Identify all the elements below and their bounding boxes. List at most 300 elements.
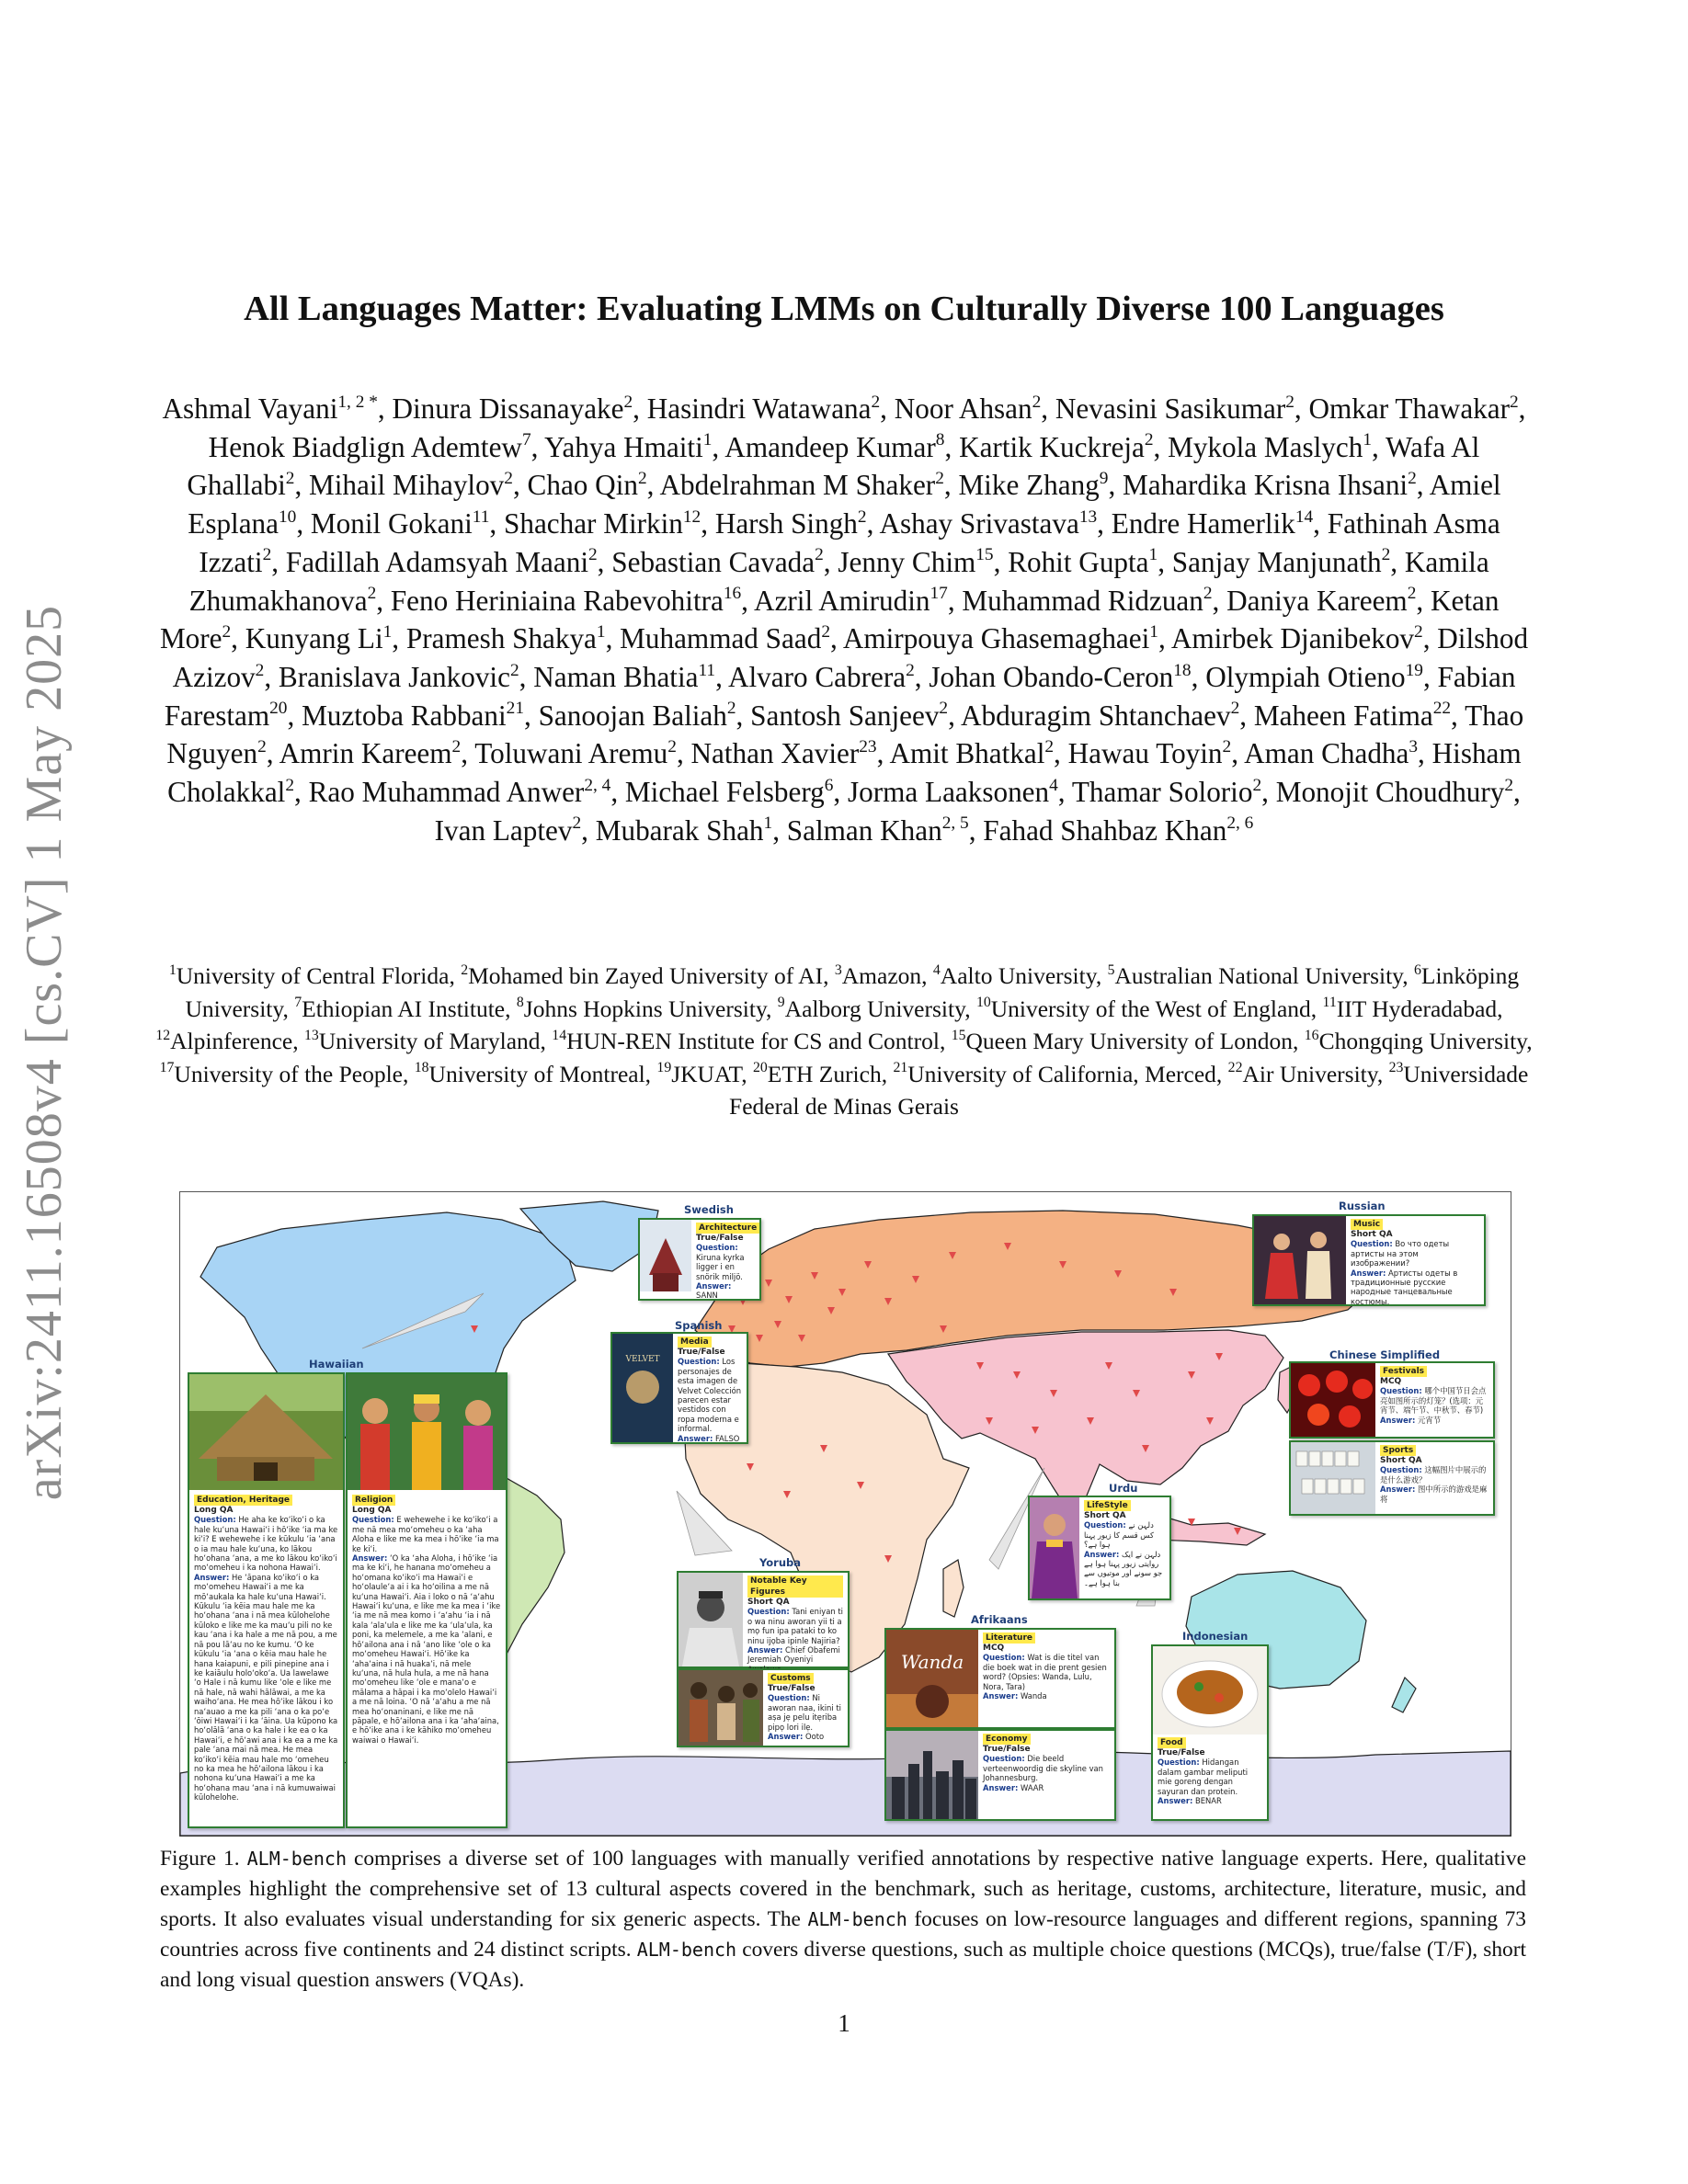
author-name: Maheen Fatima	[1253, 699, 1433, 732]
affiliation-entry	[294, 995, 505, 1022]
author-affiliation-marker: 20	[269, 699, 288, 719]
affiliation-number: 9	[777, 995, 785, 1011]
photo-fried-noodles	[1153, 1646, 1267, 1735]
lang-label-afrikaans: Afrikaans	[971, 1613, 1028, 1626]
affiliation-name: Mohamed bin Zayed University of AI	[468, 962, 824, 989]
author-entry	[1205, 661, 1423, 693]
author-entry	[1254, 700, 1451, 732]
affiliation-name: University of Montreal	[428, 1060, 645, 1087]
author-affiliation-marker: 16	[723, 584, 742, 604]
answer-label: Answer:	[1351, 1268, 1386, 1278]
author-entry	[311, 507, 489, 540]
author-affiliation-marker: 2	[1381, 545, 1391, 565]
affiliation-number: 5	[1107, 961, 1115, 978]
caption-text-3: covers diverse questions, such as multiple choice questions (MCQs), true/false (T/F), short and long visual question answers (VQAs).	[160, 1938, 1527, 1992]
affiliation-name: University of the West of England	[990, 995, 1311, 1022]
author-affiliation-marker: 8	[935, 430, 945, 450]
author-name: Ivan Laptev	[434, 813, 573, 847]
photo-red-lanterns	[1291, 1363, 1375, 1437]
qa-card-chinese-sports	[1289, 1440, 1495, 1516]
qa-card-urdu-lifestyle	[1028, 1496, 1171, 1600]
affiliation-name: University of Central Florida	[176, 962, 450, 989]
affiliation-number: 7	[294, 995, 302, 1011]
qa-card-russian-music	[1252, 1214, 1486, 1306]
author-entry	[750, 700, 948, 732]
affiliation-number: 8	[516, 995, 524, 1011]
caption-benchmark-name: ALM-bench	[636, 1939, 737, 1961]
author-name: Dinura Dissanayake	[392, 392, 624, 425]
author-affiliation-marker: 1	[1363, 430, 1372, 450]
photo-thatched-hut	[189, 1374, 343, 1490]
affiliation-name: Universidade Federal de Minas Gerais	[729, 1060, 1529, 1120]
caption-benchmark-name: ALM-bench	[246, 1848, 347, 1870]
affiliation-number: 11	[1322, 995, 1337, 1011]
page-number: 1	[838, 2009, 850, 2037]
author-affiliation-marker: 4	[1049, 775, 1058, 795]
author-entry	[406, 622, 606, 654]
author-name: Santosh Sanjeev	[750, 699, 940, 732]
author-entry	[959, 431, 1153, 463]
affiliation-number: 2	[461, 961, 469, 978]
affiliation-name: Queen Mary University of London	[965, 1028, 1294, 1054]
card-answer: SANN	[696, 1291, 718, 1301]
author-name: Kartik Kuckreja	[959, 430, 1145, 463]
affiliation-entry	[160, 1061, 403, 1087]
author-affiliation-marker: 11	[698, 660, 716, 680]
card-question: 这幅图片中展示的是什么游戏？	[1380, 1465, 1487, 1484]
author-entry	[309, 776, 611, 808]
author-name: Monil Gokani	[310, 507, 473, 540]
question-label: Question:	[1084, 1520, 1126, 1530]
card-answer: 元宵节	[1418, 1415, 1442, 1425]
author-name: Nathan Xavier	[690, 737, 860, 770]
question-label: Question:	[1380, 1386, 1422, 1396]
author-entry	[539, 700, 736, 732]
qa-card-afrikaans-literature	[884, 1628, 1116, 1729]
author-entry	[1168, 431, 1372, 463]
author-name: Mahardika Krisna Ihsani	[1123, 469, 1409, 502]
author-name: Aman Chadha	[1244, 737, 1409, 770]
author-entry	[392, 392, 633, 425]
author-name: Mykola Maslych	[1168, 430, 1363, 463]
author-name: Sanjay Manjunath	[1171, 545, 1382, 578]
author-entry	[1008, 546, 1158, 578]
author-name: Ashay Srivastava	[879, 507, 1079, 540]
author-entry	[889, 737, 1054, 769]
affiliation-entry	[1108, 962, 1403, 989]
author-name: Amiel Esplana	[188, 469, 1501, 540]
author-entry	[620, 622, 830, 654]
card-answer: Ooto	[805, 1732, 825, 1742]
author-entry	[625, 776, 834, 808]
qa-card-indonesian-food	[1151, 1644, 1269, 1821]
photo-folk-dancers	[1254, 1216, 1346, 1304]
lang-label-urdu: Urdu	[1109, 1482, 1138, 1495]
author-name: Omkar Thawakar	[1308, 392, 1510, 425]
author-name: Jorma Laaksonen	[848, 776, 1050, 809]
question-label: Question:	[194, 1515, 236, 1525]
affiliation-entry	[893, 1061, 1215, 1087]
card-question: دلہن نے کس قسم کا زیور پہنا ہوا ہے؟	[1084, 1520, 1154, 1550]
affiliation-list: $^1$University of Central Florida, $^2$Mohamed bin Zayed University of AI, $^3$Amazon, $^4$Aalto University, $^5$Australian National University, $^6$Linköping University, $^7$Ethiopian AI Institute, $^8$Johns Hopkins University, $^9$Aalborg University, $^{10}$University of the West of England, $^{11}$IIT Hyderadabad, $^{12}$Alpinference, $^{13}$University of Maryland, $^{14}$HUN-REN Institute for CS and Control, $^{15}$Queen Mary University of London, $^{16}$Chongqing University, $^{17}$University of the People, $^{18}$University of Montreal, $^{19}$JKUAT, $^{20}$ETH Zurich, $^{21}$University of California, Merced, $^{22}$Air University, $^{23}$Universidade Federal de Minas Gerais	[155, 961, 1533, 1120]
author-affiliation-marker: 2	[1203, 584, 1213, 604]
author-affiliation-marker: 13	[1078, 506, 1098, 527]
author-name: Wafa Al Ghallabi	[187, 430, 1480, 502]
photo-velvet-poster	[612, 1334, 673, 1442]
author-name: Muztoba Rabbani	[302, 699, 507, 732]
photo-book-cover	[886, 1630, 978, 1727]
caption-prefix: Figure 1.	[160, 1847, 240, 1871]
affiliation-number: 6	[1414, 961, 1421, 978]
author-affiliation-marker: 1	[702, 430, 713, 450]
question-label: Question:	[747, 1607, 790, 1617]
author-entry	[279, 661, 519, 693]
author-affiliation-marker: 2	[1414, 621, 1423, 642]
affiliation-name: Chongqing University	[1318, 1028, 1527, 1054]
author-affiliation-marker: 2	[637, 469, 647, 489]
author-entry	[474, 737, 677, 769]
card-tag: Literature	[983, 1632, 1035, 1644]
author-entry	[309, 469, 513, 501]
author-entry	[724, 431, 944, 463]
figure-world-map	[179, 1191, 1511, 1837]
affiliation-entry	[517, 995, 766, 1022]
affiliation-entry	[415, 1061, 645, 1087]
author-entry	[533, 661, 715, 693]
affiliation-entry	[753, 1061, 882, 1087]
card-question: 哪个中国节日会点亮如图所示的灯笼？(选项：元宵节、端午节、中秋节、春节)	[1380, 1386, 1487, 1416]
author-entry	[1244, 737, 1418, 769]
book-cover-title: Wanda	[900, 1651, 964, 1673]
answer-label: Answer:	[678, 1433, 713, 1443]
author-entry	[611, 546, 824, 578]
question-label: Question:	[983, 1754, 1025, 1764]
card-question-type: True/False	[678, 1348, 725, 1357]
card-question-type: Long QA	[352, 1506, 392, 1515]
author-entry	[596, 814, 772, 847]
author-entry	[660, 469, 944, 501]
affiliation-entry	[976, 995, 1311, 1022]
affiliation-number: 17	[159, 1060, 175, 1076]
answer-label: Answer:	[1380, 1415, 1416, 1425]
author-affiliation-marker: 1	[382, 621, 393, 642]
answer-label: Answer:	[983, 1691, 1019, 1701]
author-name: Jenny Chim	[838, 545, 976, 578]
velvet-poster-text: VELVET	[625, 1355, 660, 1364]
author-entry	[958, 469, 1108, 501]
affiliation-number: 12	[155, 1027, 171, 1043]
card-question-type: Short QA	[1351, 1230, 1393, 1239]
answer-label: Answer:	[352, 1553, 388, 1564]
card-tag: Education, Heritage	[194, 1495, 292, 1506]
affiliation-number: 3	[834, 961, 842, 978]
affiliation-name: Linköping University	[185, 962, 1520, 1022]
author-affiliation-marker: 23	[859, 736, 877, 756]
arxiv-identifier-stamp: arXiv:2411.16508v4 [cs.CV] 1 May 2025	[16, 604, 73, 1501]
author-affiliation-marker: 2	[367, 584, 377, 604]
author-entry	[279, 737, 462, 769]
author-affiliation-marker: 2	[1504, 775, 1514, 795]
affiliation-number: 20	[753, 1060, 768, 1076]
author-affiliation-marker: 2	[1032, 392, 1042, 412]
caption-benchmark-name: ALM-bench	[807, 1908, 907, 1930]
answer-label: Answer:	[1158, 1796, 1193, 1806]
affiliation-number: 21	[893, 1060, 908, 1076]
author-name: Pramesh Shakya	[405, 622, 597, 655]
affiliation-entry	[155, 1028, 292, 1054]
card-tag: Economy	[983, 1734, 1031, 1745]
author-entry	[895, 392, 1042, 425]
author-entry	[544, 431, 712, 463]
question-label: Question:	[1380, 1465, 1422, 1475]
author-entry	[843, 622, 1158, 654]
affiliation-entry	[656, 1061, 741, 1087]
card-question-type: Long QA	[194, 1506, 234, 1515]
card-answer: 图中所示的游戏是麻将	[1380, 1484, 1488, 1504]
caption-text-1: comprises a diverse set of 100 languages with manually verified annotations by respective native language experts. Here, qualitative examples highlight the comprehensive set of 13 cultural aspects covered in the benchmark, such as heritage, customs, architecture, literature, music, and sports. It also evaluates visual understanding for six generic aspects. The	[160, 1847, 1526, 1931]
question-label: Question:	[1158, 1757, 1200, 1768]
author-name: Muhammad Ridzuan	[962, 584, 1203, 617]
card-question-type: True/False	[696, 1234, 744, 1243]
author-entry	[983, 814, 1253, 847]
affiliation-number: 19	[656, 1060, 672, 1076]
affiliation-name: HUN-REN Institute for CS and Control	[566, 1028, 940, 1054]
affiliation-name: Alpinference	[170, 1028, 293, 1054]
author-name: Toluwani Aremu	[474, 737, 668, 770]
author-affiliation-marker: 2	[255, 660, 265, 680]
author-entry	[929, 661, 1191, 693]
author-name: Amrin Kareem	[279, 737, 452, 770]
affiliation-name: ETH Zurich	[767, 1060, 882, 1087]
affiliation-name: JKUAT	[671, 1060, 742, 1087]
card-tag: Customs	[768, 1673, 814, 1684]
card-question: E wehewehe i ke koʻikoʻi a me nā mea moʻomeheu o ka ʻaha Aloha e like me ka mea i hōʻike ʻia ma ke kiʻi.	[352, 1515, 499, 1553]
author-affiliation-marker: 19	[1405, 660, 1423, 680]
qa-card-yoruba-customs	[677, 1668, 850, 1747]
author-affiliation-marker: 22	[1432, 699, 1452, 719]
card-answer: He ʻāpana koʻikoʻi o ka moʻomeheu Hawaiʻi a me ka mōʻaukala ka hale kuʻuna Hawaiʻi. Kūkulu ʻia kēia mau hale me ka hoʻohana ʻana i nā mea kūlohelohe kūloko e like me ka mauʻu pili no ke kau ʻana i ka hale a me nā pou, a me nā pou lāʻau no ke kumu. ʻO ke kūkulu ʻia ʻana o kēia mau hale he hana kaiapuni, e pili pinepine ana i ke kaiāulu holoʻokoʻa. Ua lawelawe ʻo Hale i nā kumu like ʻole e like me nā hale, nā wahi hālāwai, a me ka waihoʻana. He mea hōʻike lākou i ko naʻauao a me ka pili ʻana o ka poʻe ʻōiwi Hawaiʻi i ka ʻāina. Ua kūpono ka hoʻolālā ʻana o ka hale i ke ea o ka Hawaiʻi, e hōʻawi ana i ka ea a me ka pale ʻana mai nā mea. He mea koʻikoʻi kēia mau hale mo ʻomeheu no ka mea he hōʻailona lākou i ka nohona kuʻuna Hawaiʻi a me ka hoʻohana mau ʻana i nā kumuwaiwai kūlohelohe.	[194, 1572, 338, 1803]
author-affiliation-marker: 2	[871, 392, 881, 412]
photo-mahjong-tiles	[1291, 1442, 1375, 1514]
author-name: Thamar Solorio	[1071, 776, 1253, 809]
card-question-type: MCQ	[1380, 1377, 1402, 1386]
author-name: Sebastian Cavada	[611, 545, 815, 578]
card-question-type: True/False	[1158, 1748, 1205, 1757]
author-name: Amirbek Djanibekov	[1170, 622, 1415, 655]
card-tag: Architecture	[696, 1223, 759, 1234]
affiliation-entry	[1323, 995, 1498, 1022]
card-tag: Religion	[352, 1495, 395, 1506]
card-answer: Wanda	[1021, 1691, 1047, 1701]
photo-portrait-bw	[679, 1573, 743, 1666]
author-affiliation-marker: 9	[1099, 469, 1109, 489]
author-affiliation-marker: 2	[222, 621, 232, 642]
card-question: Во что одеты артисты на этом изображении?	[1351, 1239, 1450, 1268]
author-list: Ashmal Vayani$^{1, 2 *}$, Dinura Dissanayake$^2$, Hasindri Watawana$^2$, Noor Ahsan$^2$, Nevasini Sasikumar$^2$, Omkar Thawakar$^2$, Henok Biadglign Ademtew$^7$, Yahya Hmaiti$^1$, Amandeep Kumar$^8$, Kartik Kuckreja$^2$, Mykola Maslych$^1$, Wafa Al Ghallabi$^2$, Mihail Mihaylov$^2$, Chao Qin$^2$, Abdelrahman M Shaker$^2$, Mike Zhang$^9$, Mahardika Krisna Ihsani$^2$, Amiel Esplana$^{10}$, Monil Gokani$^{11}$, Shachar Mirkin$^{12}$, Harsh Singh$^2$, Ashay Srivastava$^{13}$, Endre Hamerlik$^{14}$, Fathinah Asma Izzati$^2$, Fadillah Adamsyah Maani$^2$, Sebastian Cavada$^2$, Jenny Chim$^{15}$, Rohit Gupta$^1$, Sanjay Manjunath$^2$, Kamila Zhumakhanova$^2$, Feno Heriniaina Rabevohitra$^{16}$, Azril Amirudin$^{17}$, Muhammad Ridzuan$^2$, Daniya Kareem$^2$, Ketan More$^2$, Kunyang Li$^1$, Pramesh Shakya$^1$, Muhammad Saad$^2$, Amirpouya Ghasemaghaei$^1$, Amirbek Djanibekov$^2$, Dilshod Azizov$^2$, Branislava Jankovic$^2$, Naman Bhatia$^{11}$, Alvaro Cabrera$^2$, Johan Obando-Ceron$^{18}$, Olympiah Otieno$^{19}$, Fabian Farestam$^{20}$, Muztoba Rabbani$^{21}$, Sanoojan Baliah$^2$, Santosh Sanjeev$^2$, Abduragim Shtanchaev$^2$, Maheen Fatima$^{22}$, Thao Nguyen$^2$, Amrin Kareem$^2$, Toluwani Aremu$^2$, Nathan Xavier$^{23}$, Amit Bhatkal$^2$, Hawau Toyin$^2$, Aman Chadha$^3$, Hisham Cholakkal$^2$, Rao Muhammad Anwer$^{2, 4}$, Michael Felsberg$^6$, Jorma Laaksonen$^4$, Thamar Solorio$^2$, Monojit Choudhury$^2$, Ivan Laptev$^2$, Mubarak Shah$^1$, Salman Khan$^{2, 5}$, Fahad Shahbaz Khan$^{2, 6}$	[159, 392, 1529, 847]
author-entry	[1171, 622, 1423, 654]
author-affiliation-marker: 1	[1148, 545, 1158, 565]
affiliation-number: 4	[932, 961, 941, 978]
author-affiliation-marker: 2	[667, 736, 677, 756]
affiliation-entry	[1228, 1061, 1377, 1087]
affiliation-number: 18	[414, 1060, 429, 1076]
author-name: Noor Ahsan	[894, 392, 1032, 425]
figure-caption	[160, 1844, 1526, 1996]
affiliation-name: Johns Hopkins University	[523, 995, 767, 1022]
author-entry	[715, 507, 867, 540]
author-entry	[1226, 585, 1416, 617]
author-entry	[286, 546, 598, 578]
author-name: Fadillah Adamsyah Maani	[285, 545, 588, 578]
author-entry	[754, 585, 948, 617]
affiliation-number: 1	[168, 961, 177, 978]
photo-church-in-snow	[640, 1220, 691, 1299]
author-entry	[1308, 392, 1518, 425]
card-question: Wat is die titel van die boek wat in die prent gesien word? (Opsies: Wanda, Lulu, Nora, Tara)	[983, 1653, 1107, 1691]
affiliation-number: 13	[303, 1027, 319, 1043]
affiliation-entry	[169, 962, 450, 989]
card-answer: دلہن نے ایک روایتی زیور پہنا ہوا ہے جو سونے اور موتیوں سے بنا ہوا ہے۔	[1084, 1549, 1163, 1587]
answer-label: Answer:	[983, 1782, 1019, 1792]
author-affiliation-marker: 2	[726, 699, 736, 719]
author-affiliation-marker: 1	[1149, 621, 1158, 642]
affiliation-name: Aalto University	[940, 962, 1096, 989]
author-name: Henok Biadglign Ademtew	[208, 430, 522, 463]
madagascar-region	[943, 1560, 964, 1617]
author-name: Feno Heriniaina Rabevohitra	[390, 584, 724, 617]
answer-label: Answer:	[747, 1645, 783, 1655]
card-tag: Notable Key Figures	[747, 1575, 843, 1598]
card-tag: Festivals	[1380, 1366, 1427, 1377]
author-entry	[163, 392, 378, 425]
author-entry	[1172, 546, 1390, 578]
author-entry	[691, 737, 877, 769]
author-affiliation-marker: 6	[824, 775, 834, 795]
answer-label: Answer:	[1084, 1549, 1120, 1559]
author-name: Mike Zhang	[958, 469, 1100, 502]
lang-label-spanish: Spanish	[675, 1319, 723, 1332]
author-name: Thao Nguyen	[166, 699, 1524, 770]
author-name: Nevasini Sasikumar	[1055, 392, 1286, 425]
author-entry	[838, 546, 993, 578]
author-affiliation-marker: 2	[1510, 392, 1519, 412]
card-answer: BENAR	[1195, 1796, 1222, 1806]
affiliation-name: IIT Hyderadabad	[1336, 995, 1498, 1022]
author-entry	[1068, 737, 1232, 769]
affiliation-name: Aalborg University	[784, 995, 965, 1022]
author-name: Amirpouya Ghasemaghaei	[842, 622, 1150, 655]
card-question: Ni aworan naa, ikini ti aṣa jẹ pelu itẹriba pipọ lori ilẹ.	[768, 1693, 841, 1732]
author-affiliation-marker: 2	[935, 469, 944, 489]
affiliation-name: Ethiopian AI Institute	[302, 995, 506, 1022]
lang-label-chinese: Chinese Simplified	[1329, 1348, 1441, 1361]
author-affiliation-marker: 2	[1222, 736, 1232, 756]
author-affiliation-marker: 18	[1173, 660, 1192, 680]
affiliation-entry	[778, 995, 964, 1022]
affiliation-name: University of California, Merced	[907, 1060, 1216, 1087]
question-label: Question:	[352, 1515, 394, 1525]
card-question-type: Short QA	[1380, 1456, 1422, 1465]
lang-label-indonesian: Indonesian	[1182, 1630, 1249, 1643]
author-entry	[435, 814, 581, 847]
author-name: Rohit Gupta	[1008, 545, 1149, 578]
author-name: Mihail Mihaylov	[309, 469, 505, 502]
author-affiliation-marker: 1	[596, 621, 606, 642]
author-name: Monojit Choudhury	[1275, 776, 1505, 809]
affiliation-entry	[552, 1028, 940, 1054]
author-affiliation-marker: 2	[257, 736, 267, 756]
author-name: Naman Bhatia	[533, 660, 699, 693]
photo-bride	[1030, 1497, 1079, 1598]
author-name: Hasindri Watawana	[646, 392, 872, 425]
card-question-type: MCQ	[983, 1644, 1005, 1653]
author-affiliation-marker: 11	[472, 506, 490, 527]
affiliation-name: Amazon	[841, 962, 922, 989]
author-name: Azril Amirudin	[754, 584, 930, 617]
author-name: Dilshod Azizov	[172, 622, 1529, 693]
author-affiliation-marker: 2	[588, 545, 598, 565]
card-tag: LifeStyle	[1084, 1500, 1131, 1511]
card-answer: FALSO	[715, 1433, 740, 1443]
author-name: Muhammad Saad	[620, 622, 822, 655]
caption-text-2: focuses on low-resource languages and different regions, spanning 73 countries across five continents and 24 distinct scripts.	[160, 1907, 1526, 1962]
card-question: Kiruna kyrka ligger i en snörik miljö.	[696, 1252, 745, 1281]
author-affiliation-marker: 2	[509, 660, 519, 680]
answer-label: Answer:	[696, 1281, 732, 1291]
lang-label-hawaiian: Hawaiian	[309, 1358, 364, 1371]
author-entry	[1072, 776, 1261, 808]
card-answer: ʻO ka ʻaha Aloha, i hōʻike ʻia ma ke kiʻi, he hanana moʻomeheu a hoʻomana koʻikoʻi ma Hawaiʻi e hoʻolauleʻa ai i ka hoʻoilina a me nā kuʻuna Hawaiʻi. Aia i loko o nā ʻaʻahu Hawaiʻi kuʻuna, e like me ka mea i ʻike ʻia me nā mea komo i ʻaʻahu ʻia i nā kala ʻalaʻula e like me ka ʻulaʻula, ka poni, ka melemele, a me ka ʻalani, e hōʻailona ana i nā ʻano like ʻole o ka moʻomeheu Hawaiʻi. Hōʻike ka ʻahaʻaina i nā huakaʻi, nā mele kuʻuna, nā hula hula, a me nā hana moʻomeheu like ʻole e manaʻo e mālama a hāpai i ka moʻolelo Hawaiʻi a me nā loina. ʻO nā ʻaʻahu a me nā mea hoʻonaninani, e like me nā pāpale, e hōʻailona ana i ka ʻahaʻaina, e hōʻike ana i ke kāhiko moʻomeheu waiwai o Hawaiʻi.	[352, 1553, 501, 1745]
author-name: Ashmal Vayani	[162, 392, 338, 425]
author-name: Amit Bhatkal	[889, 737, 1045, 770]
question-label: Question:	[678, 1357, 720, 1367]
author-entry	[728, 661, 915, 693]
author-affiliation-marker: 3	[1409, 736, 1419, 756]
author-entry	[1055, 392, 1295, 425]
affiliation-number: 16	[1304, 1027, 1319, 1043]
affiliation-entry	[304, 1028, 541, 1054]
author-entry	[848, 776, 1058, 808]
question-label: Question:	[983, 1653, 1025, 1663]
answer-label: Answer:	[194, 1572, 230, 1582]
author-affiliation-marker: 2	[815, 545, 824, 565]
card-answer: Chief Obafemi Jeremiah Oyeniyi	[747, 1645, 840, 1665]
author-name: Abduragim Shtanchaev	[960, 699, 1231, 732]
affiliation-name: Air University	[1242, 1060, 1377, 1087]
author-entry	[245, 622, 393, 654]
author-affiliation-marker: 2, 6	[1226, 813, 1254, 834]
author-affiliation-marker: 21	[506, 699, 524, 719]
author-affiliation-marker: 2	[1144, 430, 1154, 450]
author-entry	[962, 585, 1212, 617]
author-affiliation-marker: 2	[1408, 469, 1417, 489]
qa-card-spanish-media	[610, 1332, 748, 1444]
author-name: Amandeep Kumar	[724, 430, 936, 463]
author-name: Fathinah Asma Izzati	[199, 507, 1500, 578]
author-entry	[879, 507, 1097, 540]
qa-card-afrikaans-economy	[884, 1729, 1116, 1821]
author-entry	[1112, 507, 1313, 540]
author-entry	[504, 507, 701, 540]
author-entry	[787, 814, 969, 847]
author-affiliation-marker: 2	[451, 736, 462, 756]
card-question: Die beeld verteenwoordig die skyline van Johannesburg.	[983, 1754, 1103, 1783]
author-name: Abdelrahman M Shaker	[659, 469, 936, 502]
author-name: Fabian Farestam	[164, 660, 1516, 732]
lang-label-russian: Russian	[1339, 1200, 1386, 1212]
author-entry	[391, 585, 741, 617]
author-affiliation-marker: 14	[1295, 506, 1314, 527]
